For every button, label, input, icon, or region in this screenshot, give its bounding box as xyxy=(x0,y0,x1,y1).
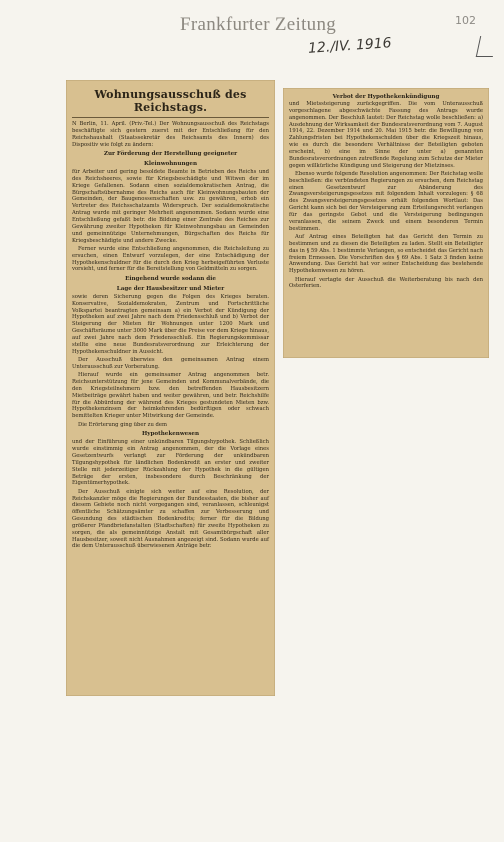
paragraph: Hierauf wurde ein gemeinsamer Antrag angenommen betr. Reichsunterstützung für jene Gemeinden und Kommunalverbände, die den Kriegsteilnehmern bzw. den betreffenden Hausbesitzern Mietbeiträge gewährt haben und weiter gewähren, und betr. Reichshilfe für die Abbürdung der während des Krieges gestundeten Mieten bzw. Hypothekenzinsen der heimkehrenden bedürftigen oder schwach bemittelten Krieger unter Mitwirkung der Gemeinde. xyxy=(72,372,269,420)
paragraph: sowie deren Sicherung gegen die Folgen des Krieges beraten. Konservative, Sozialdemokraten, Zentrum und Fortschrittliche Volkspartei beantragten gemeinsam a) ein Verbot der Kündigung der Hypotheken auf zwei Jahre nach dem Friedensschluß und b) Verbot der Steigerung der Mieten für Wohnungen unter 1200 Mark und Geschäftsräume unter 3000 Mark über die Preise vor dem Kriege hinaus, auf zwei Jahre nach dem Friedensschluß. Ein Regierungskommissar stellte eine neue Bundesratsverordnung zur Erleichterung der Hypothekenschuldner in Aussicht. xyxy=(72,293,269,355)
right-article-body xyxy=(289,101,483,290)
paragraph: für Arbeiter und gering besoldete Beamte in Betrieben des Reichs und des Reichsheeres, sowie für Kriegsbeschädigte und Witwen der im Kriege Gefallenen. Sodann einen sozialdemokratischen Antrag, die Bürgschaftsübernahme des Reichs auch für Kleinwohnungsbauten der Gemeinden, der Baugenossenschaften usw. zu gewähren, erhob ein Vertreter des Reichsschatzamts Widerspruch. Der sozialdemokratische Antrag wurde mit geringer Mehrheit angenommen. Sodann wurde eine Entschließung gefaßt betr. die Bildung einer Zentrale des Reiches zur Gewährung zweiter Hypotheken für Kleinwohnungsbau an Gemeinden und gemeinnützige Unternehmungen, Bürgschaften des Reichs für Kriegsbeschädigte und andere Zwecke. xyxy=(72,169,269,244)
pencil-corner-mark xyxy=(476,36,497,57)
intro-paragraph: N Berlin, 11. April. (Priv.-Tel.) Der Wohnungsausschuß des Reichstags beschäftigte sich gestern zuerst mit der Entschließung für den Reichshaushalt (Staatssekretär des Reichsamts des Innern) des Dispositiv wie folgt zu ändern: xyxy=(72,121,269,148)
paragraph: Hierauf vertagte der Ausschuß die Weiterberatung bis nach den Osterferien. xyxy=(289,276,483,290)
right-newspaper-clipping xyxy=(283,88,489,358)
paragraph: Auf Antrag eines Beteiligten hat das Gericht den Termin zu bestimmen und zu diesen die Beteiligten zu laden. Stellt ein Beteiligter das in § 59 Abs. 1 bestimmte Verlangen, so entscheidet das Gericht nach freiem Ermessen. Die Vorschriften des § 69 Abs. 1 Satz 3 finden keine Anwendung. Das Gericht hat vor seiner Entscheidung das bestehende Hypothekenwesen zu hören. xyxy=(289,234,483,275)
paragraph: Ebenso wurde folgende Resolution angenommen: Der Reichstag wolle beschließen: die verbündeten Regierungen zu ersuchen, dem Reichstag einen Gesetzentwurf zur Abänderung des Zwangsversteigerungsgesetzes mit folgendem Inhalt vorzulegen: § 68 des Zwangsversteigerungsgesetzes erhält folgenden Wortlaut: Das Gericht kann sich bei der Versteigerung zum Erteilungsrecht verlangen für das geringste Gebot und die Versteigerung bedingungen veranlassen, die seinem Zweck und einem besonderen Termin bestimmen. xyxy=(289,170,483,232)
paragraph: und der Einführung einer unkündbaren Tilgungshypothek. Schließlich wurde einstimmig ein Antrag angenommen, der die Vorlage eines Gesetzentwurfs verlangt zur Förderung der unkündbaren Tilgungshypothek für ländlichen Bodenkredit an erster und zweiter Stelle mit jederzeitiger Rückzahlung der Hypothek in die gültigen Beträge der ersten, insbesondere durch Beschränkung der Eigentümerhypothek. xyxy=(72,439,269,487)
subheading-verbot: Verbot der Hypothekenkündigung xyxy=(332,94,440,100)
subheading-hausbesitzer: Lage der Hausbesitzer und Mieter xyxy=(116,286,225,293)
article-headline: Wohnungsausschuß des Reichstags. xyxy=(72,88,269,118)
paragraph: Die Erörterung ging über zu dem xyxy=(78,421,167,428)
handwritten-date: 12./IV. 1916 xyxy=(307,35,393,57)
paragraph: Ferner wurde eine Entschließung angenommen, die Reichsleitung zu ersuchen, einen Entwurf vorzulegen, der eine Entschädigung der Hypothekenschuldner für die durch den Krieg herbeigeführten Verluste vorsieht, und ferner für die Bereitstellung von Geldmitteln zu sorgen. xyxy=(72,245,269,273)
left-newspaper-clipping xyxy=(66,80,275,696)
newspaper-masthead: Frankfurter Zeitung xyxy=(180,14,337,35)
paragraph: Der Ausschuß überwies den gemeinsamen Antrag einem Unterausschuß zur Vorberatung. xyxy=(72,357,269,370)
subheading-kleinwohnungen: Kleinwohnungen xyxy=(143,161,198,168)
subheading-eingehend: Eingehend wurde sodann die xyxy=(125,276,216,283)
subheading-hypothekenwesen: Hypothekenwesen xyxy=(141,431,200,438)
page-number: 102 xyxy=(455,14,476,27)
paragraph: und Mietssteigerung zurückgegriffen. Die vom Unterausschuß vorgeschlagene abgeschwächte Fassung des Antrags wurde angenommen. Der Beschluß lautet: Der Reichstag wolle beschließen: a) Ausdehnung der Wirksamkeit der Bundesratsverordnung vom 7. August 1914, 22. Dezember 1914 und 20. Mai 1915 betr. die Bewilligung von Zahlungsfristen bei Hypothekenschulden über die Kriegszeit hinaus, wie es durch die besondere Verhältnisse der Beteiligten geboten erscheint, b) eine im Sinne der unter a) genannten Bundesratsverordnungen zutreffende Regelung zum Schutze der Mieter gegen willkürliche Kündigung und Steigerung der Mietzinses. xyxy=(289,101,483,169)
subheading-foerderung: Zur Förderung der Herstellung geeigneter xyxy=(103,151,238,158)
left-article-body xyxy=(72,121,269,550)
paragraph: Der Ausschuß einigte sich weiter auf eine Resolution, der Reichskanzler möge die Regierungen der Bundesstaaten, die bisher auf diesem Gebiete noch nicht vorgegangen sind, veranlassen, schleunigst öffentliche Schätzungsämter zu schaffen zur Verbesserung und Gesundung des städtischen Bodenkredits; ferner für die Bildung größerer Pfandbriefanstalten (Stadtschaften) für zweite Hypotheken zu sorgen, die als gemeinnützige Anstalt mit Gesamtbürgschaft aller Hausbesitzer, soweit nicht Ausnahmen angezeigt sind. Sodann wurde auf die dem Unterausschuß überwiesenen Anträge betr. xyxy=(72,488,269,550)
